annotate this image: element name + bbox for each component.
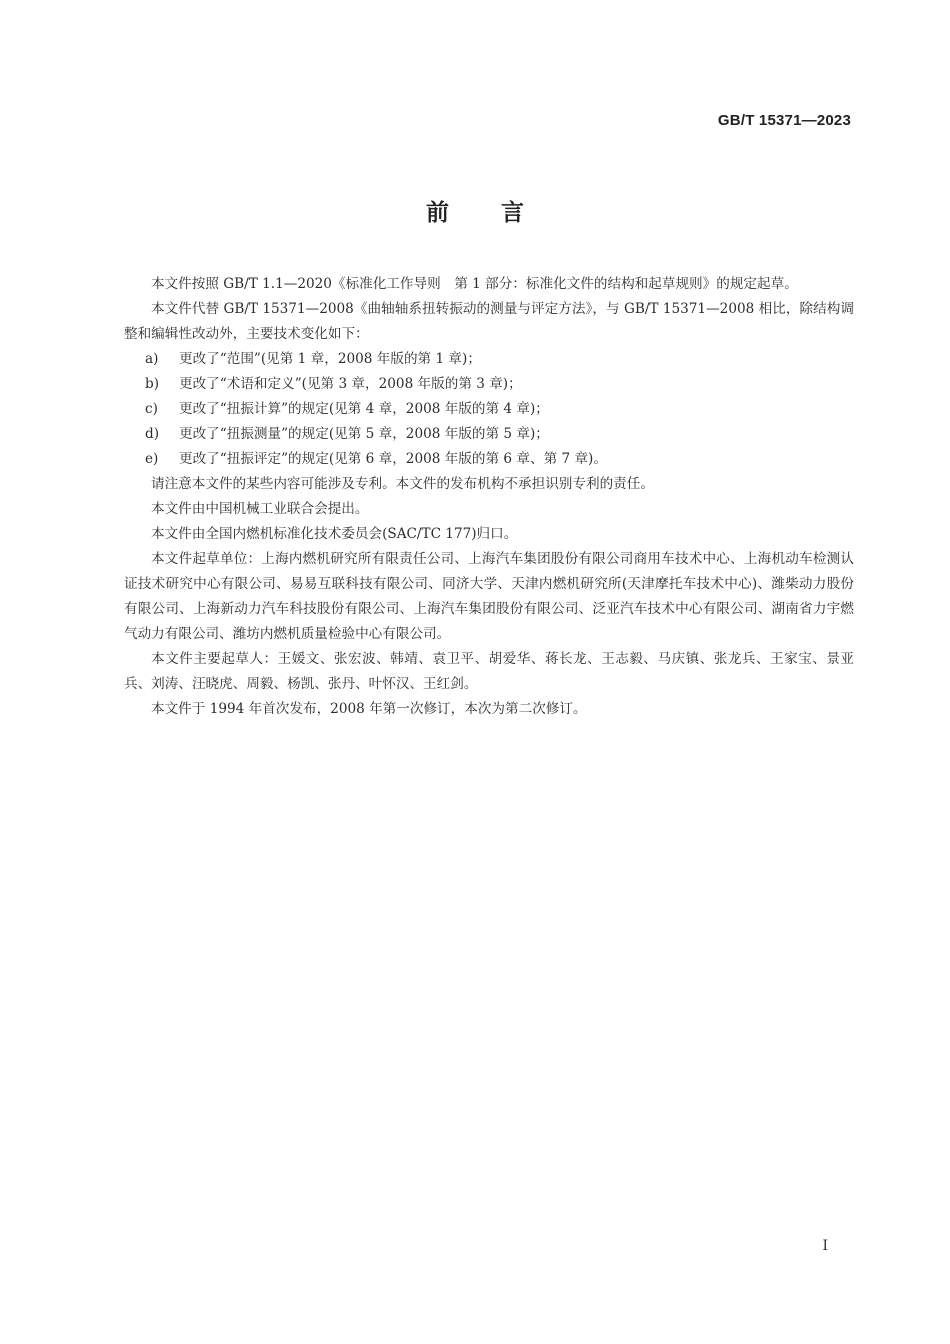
list-marker: e): [145, 451, 159, 467]
list-item-text: 更改了“术语和定义”(见第 3 章，2008 年版的第 3 章)；: [179, 376, 522, 392]
list-marker: b): [145, 376, 160, 392]
list-item: [124, 397, 854, 422]
list-item: [124, 447, 854, 472]
page-title: 前言: [426, 200, 576, 226]
paragraph-under-jurisdiction: 本文件由全国内燃机标准化技术委员会(SAC/TC 177)归口。: [151, 526, 518, 542]
list-item-text: 更改了“扭振计算”的规定(见第 4 章，2008 年版的第 4 章)；: [179, 401, 549, 417]
standard-number: GB/T 15371—2023: [717, 112, 851, 129]
list-item-text: 更改了“扭振评定”的规定(见第 6 章，2008 年版的第 6 章、第 7 章)。: [179, 451, 607, 467]
paragraph-drafting-organizations: 本文件起草单位：上海内燃机研究所有限责任公司、上海汽车集团股份有限公司商用车技术中心、上海机动车检测认证技术研究中心有限公司、易易互联科技有限公司、同济大学、天津内燃机研究所(天津摩托车技术中心)、潍柴动力股份有限公司、上海新动力汽车科技股份有限公司、上海汽车集团股份有限公司、泛亚汽车技术中心有限公司、湖南省力宇燃气动力有限公司、潍坊内燃机质量检验中心有限公司。: [124, 551, 854, 642]
list-item: [124, 422, 854, 447]
list-item: [124, 347, 854, 372]
paragraph-publication-history: 本文件于 1994 年首次发布，2008 年第一次修订，本次为第二次修订。: [151, 701, 587, 717]
list-marker: c): [145, 401, 158, 417]
list-marker: d): [145, 426, 160, 442]
changes-list: [124, 347, 854, 472]
foreword-body: [124, 272, 854, 722]
list-item: [124, 372, 854, 397]
paragraph-replaces: 本文件代替 GB/T 15371—2008《曲轴轴系扭转振动的测量与评定方法》，与 GB/T 15371—2008 相比，除结构调整和编辑性改动外，主要技术变化如下：: [124, 301, 854, 342]
paragraph-proposed-by: 本文件由中国机械工业联合会提出。: [151, 501, 369, 517]
list-item-text: 更改了“范围”(见第 1 章，2008 年版的第 1 章)；: [179, 351, 481, 367]
list-marker: a): [145, 351, 159, 367]
paragraph-drafting-rules: 本文件按照 GB/T 1.1—2020《标准化工作导则 第 1 部分：标准化文件的结构和起草规则》的规定起草。: [151, 276, 798, 292]
list-item-text: 更改了“扭振测量”的规定(见第 5 章，2008 年版的第 5 章)；: [179, 426, 549, 442]
paragraph-main-drafters: 本文件主要起草人：王媛文、张宏波、韩靖、袁卫平、胡爱华、蒋长龙、王志毅、马庆镇、张龙兵、王家宝、景亚兵、刘涛、汪晓虎、周毅、杨凯、张丹、叶怀汉、王红剑。: [124, 651, 854, 692]
paragraph-patent-notice: 请注意本文件的某些内容可能涉及专利。本文件的发布机构不承担识别专利的责任。: [151, 476, 654, 492]
page-number: I: [822, 1238, 828, 1254]
